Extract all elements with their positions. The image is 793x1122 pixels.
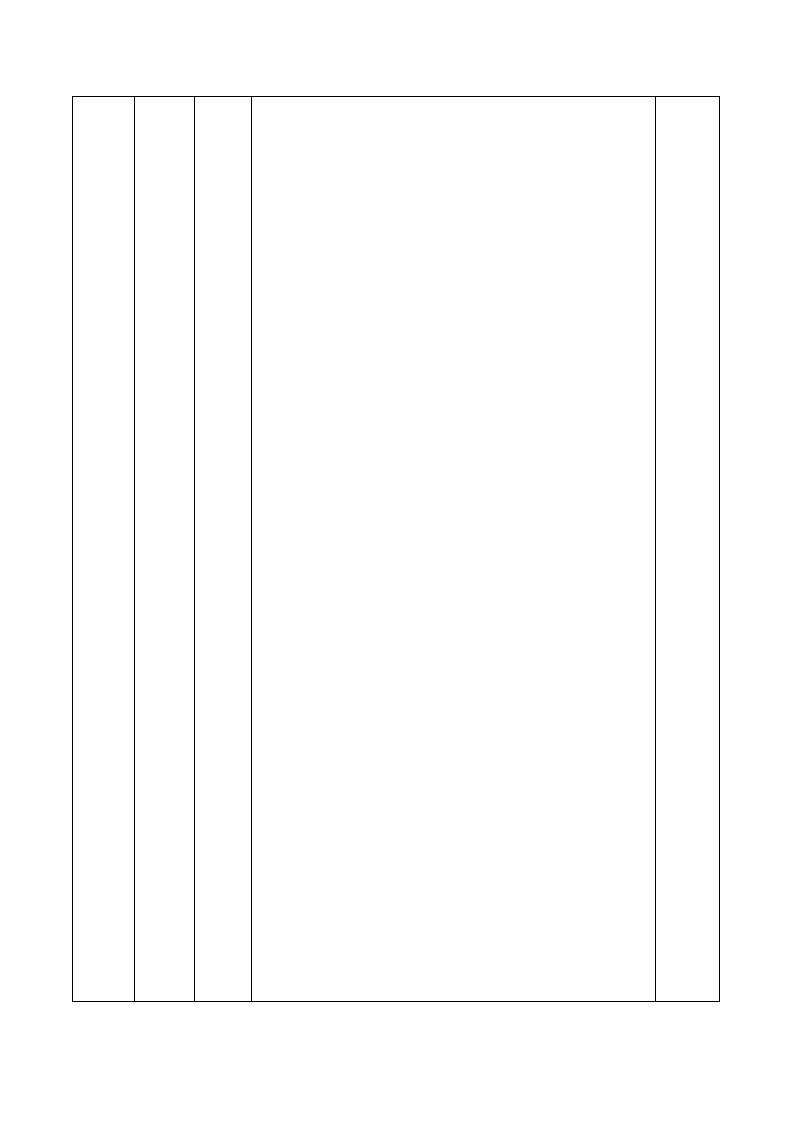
column-divider-1: [134, 97, 135, 1001]
grading-table: [72, 96, 720, 1002]
column-divider-2: [194, 97, 195, 1001]
column-divider-3: [251, 97, 252, 1001]
column-divider-4: [655, 97, 656, 1001]
